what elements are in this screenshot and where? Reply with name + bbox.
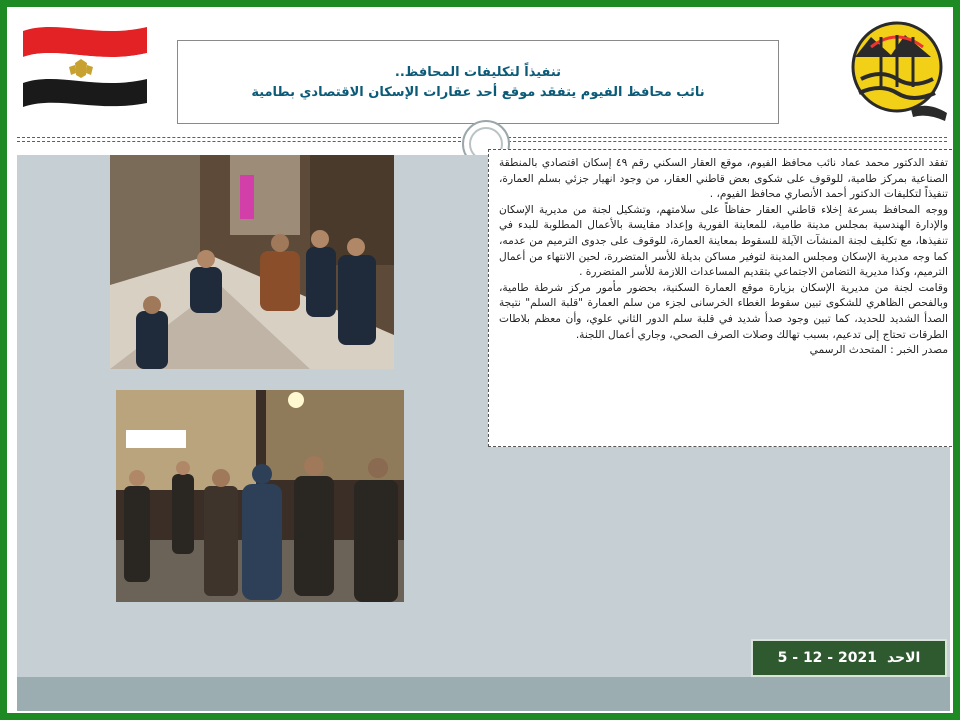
fayoum-governorate-emblem-icon xyxy=(841,17,953,129)
street-night-meeting-photo xyxy=(116,390,404,602)
staircase-inspection-photo xyxy=(110,155,394,369)
headline-box xyxy=(177,40,779,124)
headline-title: نائب محافظ الفيوم يتفقد موقع أحد عقارات الإسكان الاقتصادي بطامية xyxy=(251,85,705,100)
egypt-flag-icon xyxy=(17,17,153,107)
date-value: 5 - 12 - 2021 xyxy=(777,650,877,666)
article-paragraph: تفقد الدكتور محمد عماد نائب محافظ الفيوم، موقع العقار السكني رقم ٤٩ إسكان اقتصادي بالمنطقة الصناعية بمركز طامية، للوقوف على شكوى بعض قاطني العقار، من وجود انهيار جزئي بسلم العمارة، تنفيذاً لتكليفات الدكتور أحمد الأنصاري محافظ الفيوم، . xyxy=(499,157,948,201)
article-text-box xyxy=(488,149,957,447)
date-day: الاحد xyxy=(886,650,921,666)
footer-band xyxy=(17,677,950,711)
date-badge xyxy=(751,639,947,677)
article-paragraph: وقامت لجنة من مديرية الإسكان بزيارة موقع العمارة السكنية، بحضور مأمور مركز شرطة طامية، وبالفحص الظاهري للشكوى تبين سقوط الغطاء الخرسانى لجزء من سلم العمارة "قلبة السلم" نتيجة الصدأ الشديد للحديد، كما تبين وجود صدأ شديد في قلبة سلم الدور الثاني علوي، وأن معظم بلاطات الطرقات تحتاج إلى تدعيم، بسبب تهالك وصلات الصرف الصحي، وجاري أعمال اللجنة. xyxy=(499,281,948,341)
headline-kicker: تنفيذاً لتكليفات المحافظ.. xyxy=(394,65,562,80)
article-paragraph: ووجه المحافظ بسرعة إخلاء قاطني العقار حفاظاً على سلامتهم، وتشكيل لجنة من مديرية الإسكان والإدارة الهندسية بمجلس مدينة طامية، للمعاينة الفورية وإعداد مقايسة بالأعمال المطلوبة للبدء في تنفيذها، مع تكليف لجنة المنشآت الآيلة للسقوط بمعاينة العمارة، للوقوف على جدوى الترميم من عدمه، كما وجه مديرية الإسكان ومجلس المدينة لتوفير مساكن بديلة للأسر المتضررة، لحين الانتهاء من أعمال الترميم، وكذا مديرية التضامن الاجتماعي بتقديم المساعدات اللازمة للأسر المتضررة . xyxy=(499,203,948,279)
article-source: مصدر الخبر : المتحدث الرسمي xyxy=(809,344,948,357)
